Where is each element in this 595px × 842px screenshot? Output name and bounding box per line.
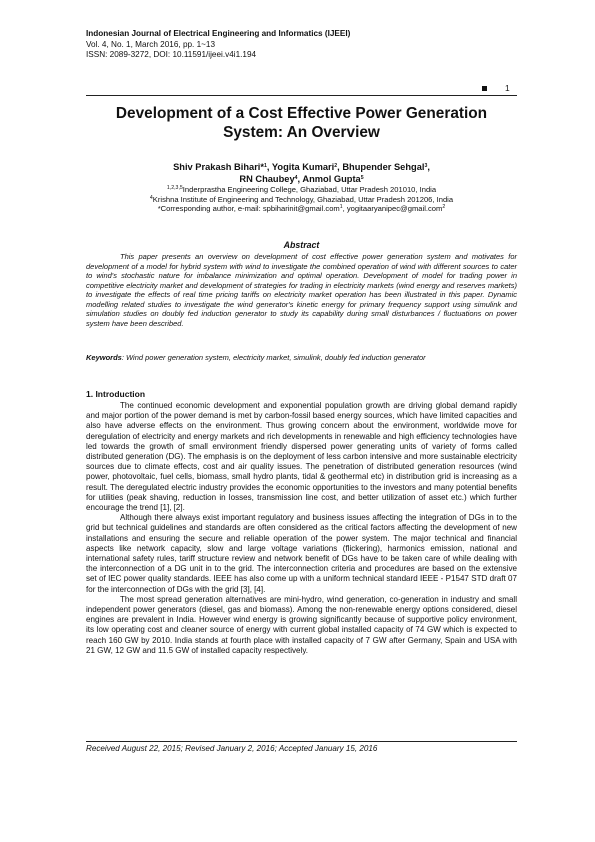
section-body [86, 401, 517, 656]
author-sup: 5 [360, 174, 364, 181]
affiliations [86, 185, 517, 214]
corresponding-email-2[interactable]: , yogitaaryanipec@gmail.com [342, 204, 443, 214]
journal-name: Indonesian Journal of Electrical Engineering and Informatics (IJEEI) [86, 29, 351, 38]
author-name: Yogita Kumari [271, 162, 335, 172]
title-line-1: Development of a Cost Effective Power Generation [115, 105, 488, 122]
email-sup: 2 [442, 204, 446, 211]
keywords-text: : Wind power generation system, electricity market, simulink, doubly fed induction generator [121, 353, 426, 362]
paper-title [86, 105, 517, 142]
author-sup: 4 [294, 174, 298, 181]
affiliation-sup: 1,2,3,5 [166, 185, 183, 191]
author-sup: 2 [334, 163, 338, 169]
title-line-2: System: An Overview [223, 123, 380, 141]
author-name: Shiv Prakash Bihari* [173, 162, 265, 172]
author-separator: , [266, 162, 272, 172]
author-name: Anmol Gupta [302, 173, 361, 184]
affiliation-1 [86, 185, 517, 195]
received-dates: Received August 22, 2015; Revised January 2, 2016; Accepted January 15, 2016 [86, 744, 378, 753]
corresponding-author [86, 204, 517, 214]
keywords [86, 353, 517, 363]
footer-rule [86, 741, 517, 742]
affiliation-text: Inderprastha Engineering College, Ghaziabad, Uttar Pradesh 201010, India [182, 185, 437, 194]
corresponding-email-1[interactable]: *Corresponding author, e-mail: spbiharinit@gmail.com [157, 204, 340, 214]
author-name: Bhupender Sehgal [342, 162, 425, 172]
page-marker [482, 83, 510, 93]
paragraph: Although there always exist important regulatory and business issues affecting the integration of DGs in to the grid but technical guidelines and standards are often considered as the critical factors affecting the development of new installations and ensuring the secure and reliable operation of the power system. The major technical and financial aspects like network capacity, slow and large voltage variations (flickering), harmonics emission, national and international safety rules, tariff structure review and network benefit of DGs have to be taken care of while dealing with the interconnection of a DG unit in to the grid. The interconnection criteria and procedures are based on the extensive set of IEC power quality standards. IEEE has also come up with a uniform technical standard IEEE - P1547 STD draft 07 for the interconnection of DGs with the grid [3], [4]. [86, 513, 517, 594]
header-rule [86, 95, 517, 96]
issn-doi: ISSN: 2089-3272, DOI: 10.11591/ijeei.v4i1.194 [86, 50, 257, 60]
author-separator: , [297, 173, 303, 184]
paragraph: The most spread generation alternatives are mini-hydro, wind generation, co-generation in industry and small independent power generators (diesel, gas and biomass). Among the non-renewable energy options considered, diesel engines are prevalent in India. However wind energy is growing significantly because of supportive policy environment, its low operating cost and cleaner source of energy with current global installed capacity of 74 GW which is expected to reach 160 GW by 2010. India stands at fourth place with installed capacity of 7 GW after Germany, Spain and USA with 21 GW, 12 GW and 11.5 GW of installed capacity respectively. [86, 594, 517, 655]
author-separator: , [427, 162, 430, 172]
email-sup: 1 [339, 204, 343, 211]
affiliation-text: Krishna Institute of Engineering and Technology, Ghaziabad, Uttar Pradesh 201206, India [152, 194, 454, 204]
paragraph: The continued economic development and exponential population growth are driving global demand rapidly and major portion of the power demand is met by carbon-fossil based energy sources, which have limited capacities and also have adverse effects on the environment. Thus growing concern about the environment, worldwide move for deregulation of electricity and energy markets and rich developments in renewable and high efficiency technologies have led towards the growth of small environment friendly dispersed power generating units of variety of forms called distributed generation (DG). The emphasis is on the deployment of less carbon intensive and more sustainable electricity sources due to climate effects, cost and air quality issues. The penetration of distributed generation resources (wind power, photovoltaic, fuel cells, biomass, small hydro plants, tidal & geothermal etc) in distribution grid is increasing as a result. The deregulated electric industry provides the economic opportunities to the investors and many potential benefits for utilities (peak shaving, reduction in losses, transmission line cost, and better utilization of asset etc.) which further encourage the trend [1], [2]. [86, 401, 517, 513]
abstract-heading: Abstract [283, 240, 320, 250]
affiliation-sup: 4 [149, 194, 153, 201]
affiliation-2 [86, 195, 517, 205]
volume-info: Vol. 4, No. 1, March 2016, pp. 1~13 [86, 39, 216, 49]
page-number: 1 [505, 83, 510, 93]
author-name: RN Chaubey [239, 173, 295, 184]
abstract-text: This paper presents an overview on development of cost effective power generation system and motivates for development of a model for hybrid system with wind to investigate the combined operation of wind with different sources to cater to wind's stochastic nature for imbalance minimization and optimal operation. Development of model for trading power in competitive electricity market and development of strategies for trading in electricity markets (wind energy and reserves markets) to investigate the effects of real time pricing tariffs on electricity market operation has been illustrated in this paper. Dynamic modelling related studies to investigate the wind generator's kinetic energy for primary frequency support using simulink and simulation studies on doubly fed induction generator to study its capability during small disturbances / fluctuations on power system have been described. [86, 252, 517, 328]
author-separator: , [337, 162, 343, 172]
author-sup: 1 [264, 163, 267, 169]
author-list [86, 162, 517, 186]
keywords-label: Keywords [86, 353, 122, 362]
author-sup: 3 [424, 163, 428, 169]
journal-header [86, 29, 520, 61]
square-bullet-icon [482, 86, 487, 91]
section-heading: 1. Introduction [86, 389, 146, 399]
